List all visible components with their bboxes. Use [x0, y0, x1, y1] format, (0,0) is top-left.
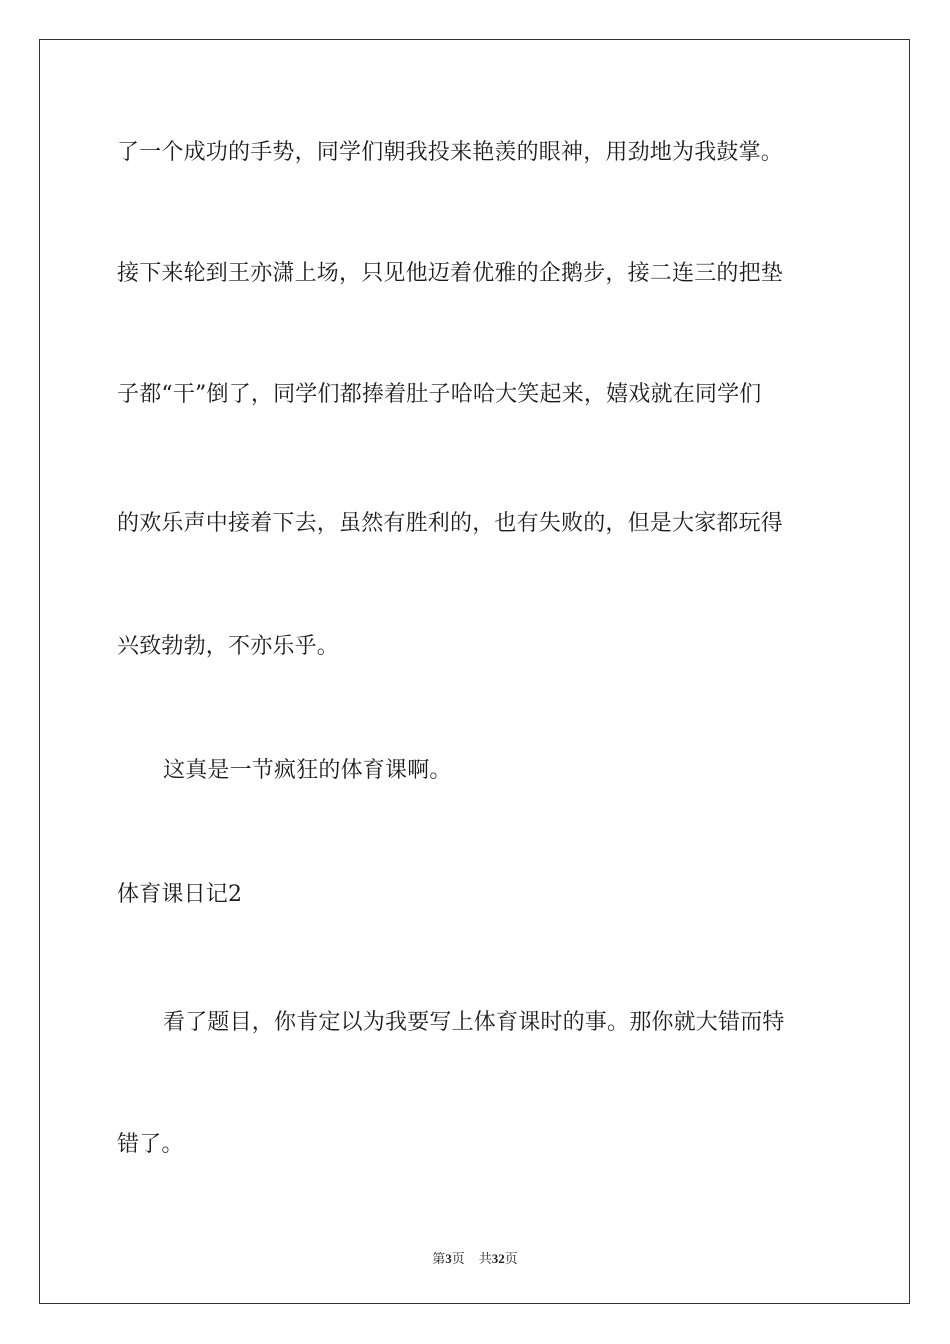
paragraph-line: 接下来轮到王亦潇上场，只见他迈着优雅的企鹅步，接二连三的把垫	[117, 261, 784, 286]
paragraph-line: 错了。	[117, 1132, 184, 1157]
paragraph-line: 看了题目，你肯定以为我要写上体育课时的事。那你就大错而特	[163, 1010, 785, 1035]
total-prefix: 共	[478, 1251, 492, 1266]
paragraph-line: 兴致勃勃，不亦乐乎。	[117, 634, 340, 659]
paragraph-line: 的欢乐声中接着下去，虽然有胜利的，也有失败的，但是大家都玩得	[117, 511, 784, 536]
section-heading: 体育课日记2	[117, 882, 243, 907]
paragraph-line: 了一个成功的手势，同学们朝我投来艳羡的眼神，用劲地为我鼓掌。	[117, 140, 784, 165]
page-prefix: 第	[432, 1251, 446, 1266]
page-number: 3	[445, 1251, 452, 1266]
paragraph-line: 这真是一节疯狂的体育课啊。	[163, 758, 452, 783]
page-footer	[0, 1248, 950, 1267]
page-suffix: 页	[451, 1251, 465, 1266]
paragraph-line: 子都“干”倒了，同学们都捧着肚子哈哈大笑起来，嬉戏就在同学们	[117, 382, 762, 407]
total-pages: 32	[491, 1251, 505, 1266]
total-suffix: 页	[504, 1251, 518, 1266]
page-frame	[39, 39, 910, 1304]
